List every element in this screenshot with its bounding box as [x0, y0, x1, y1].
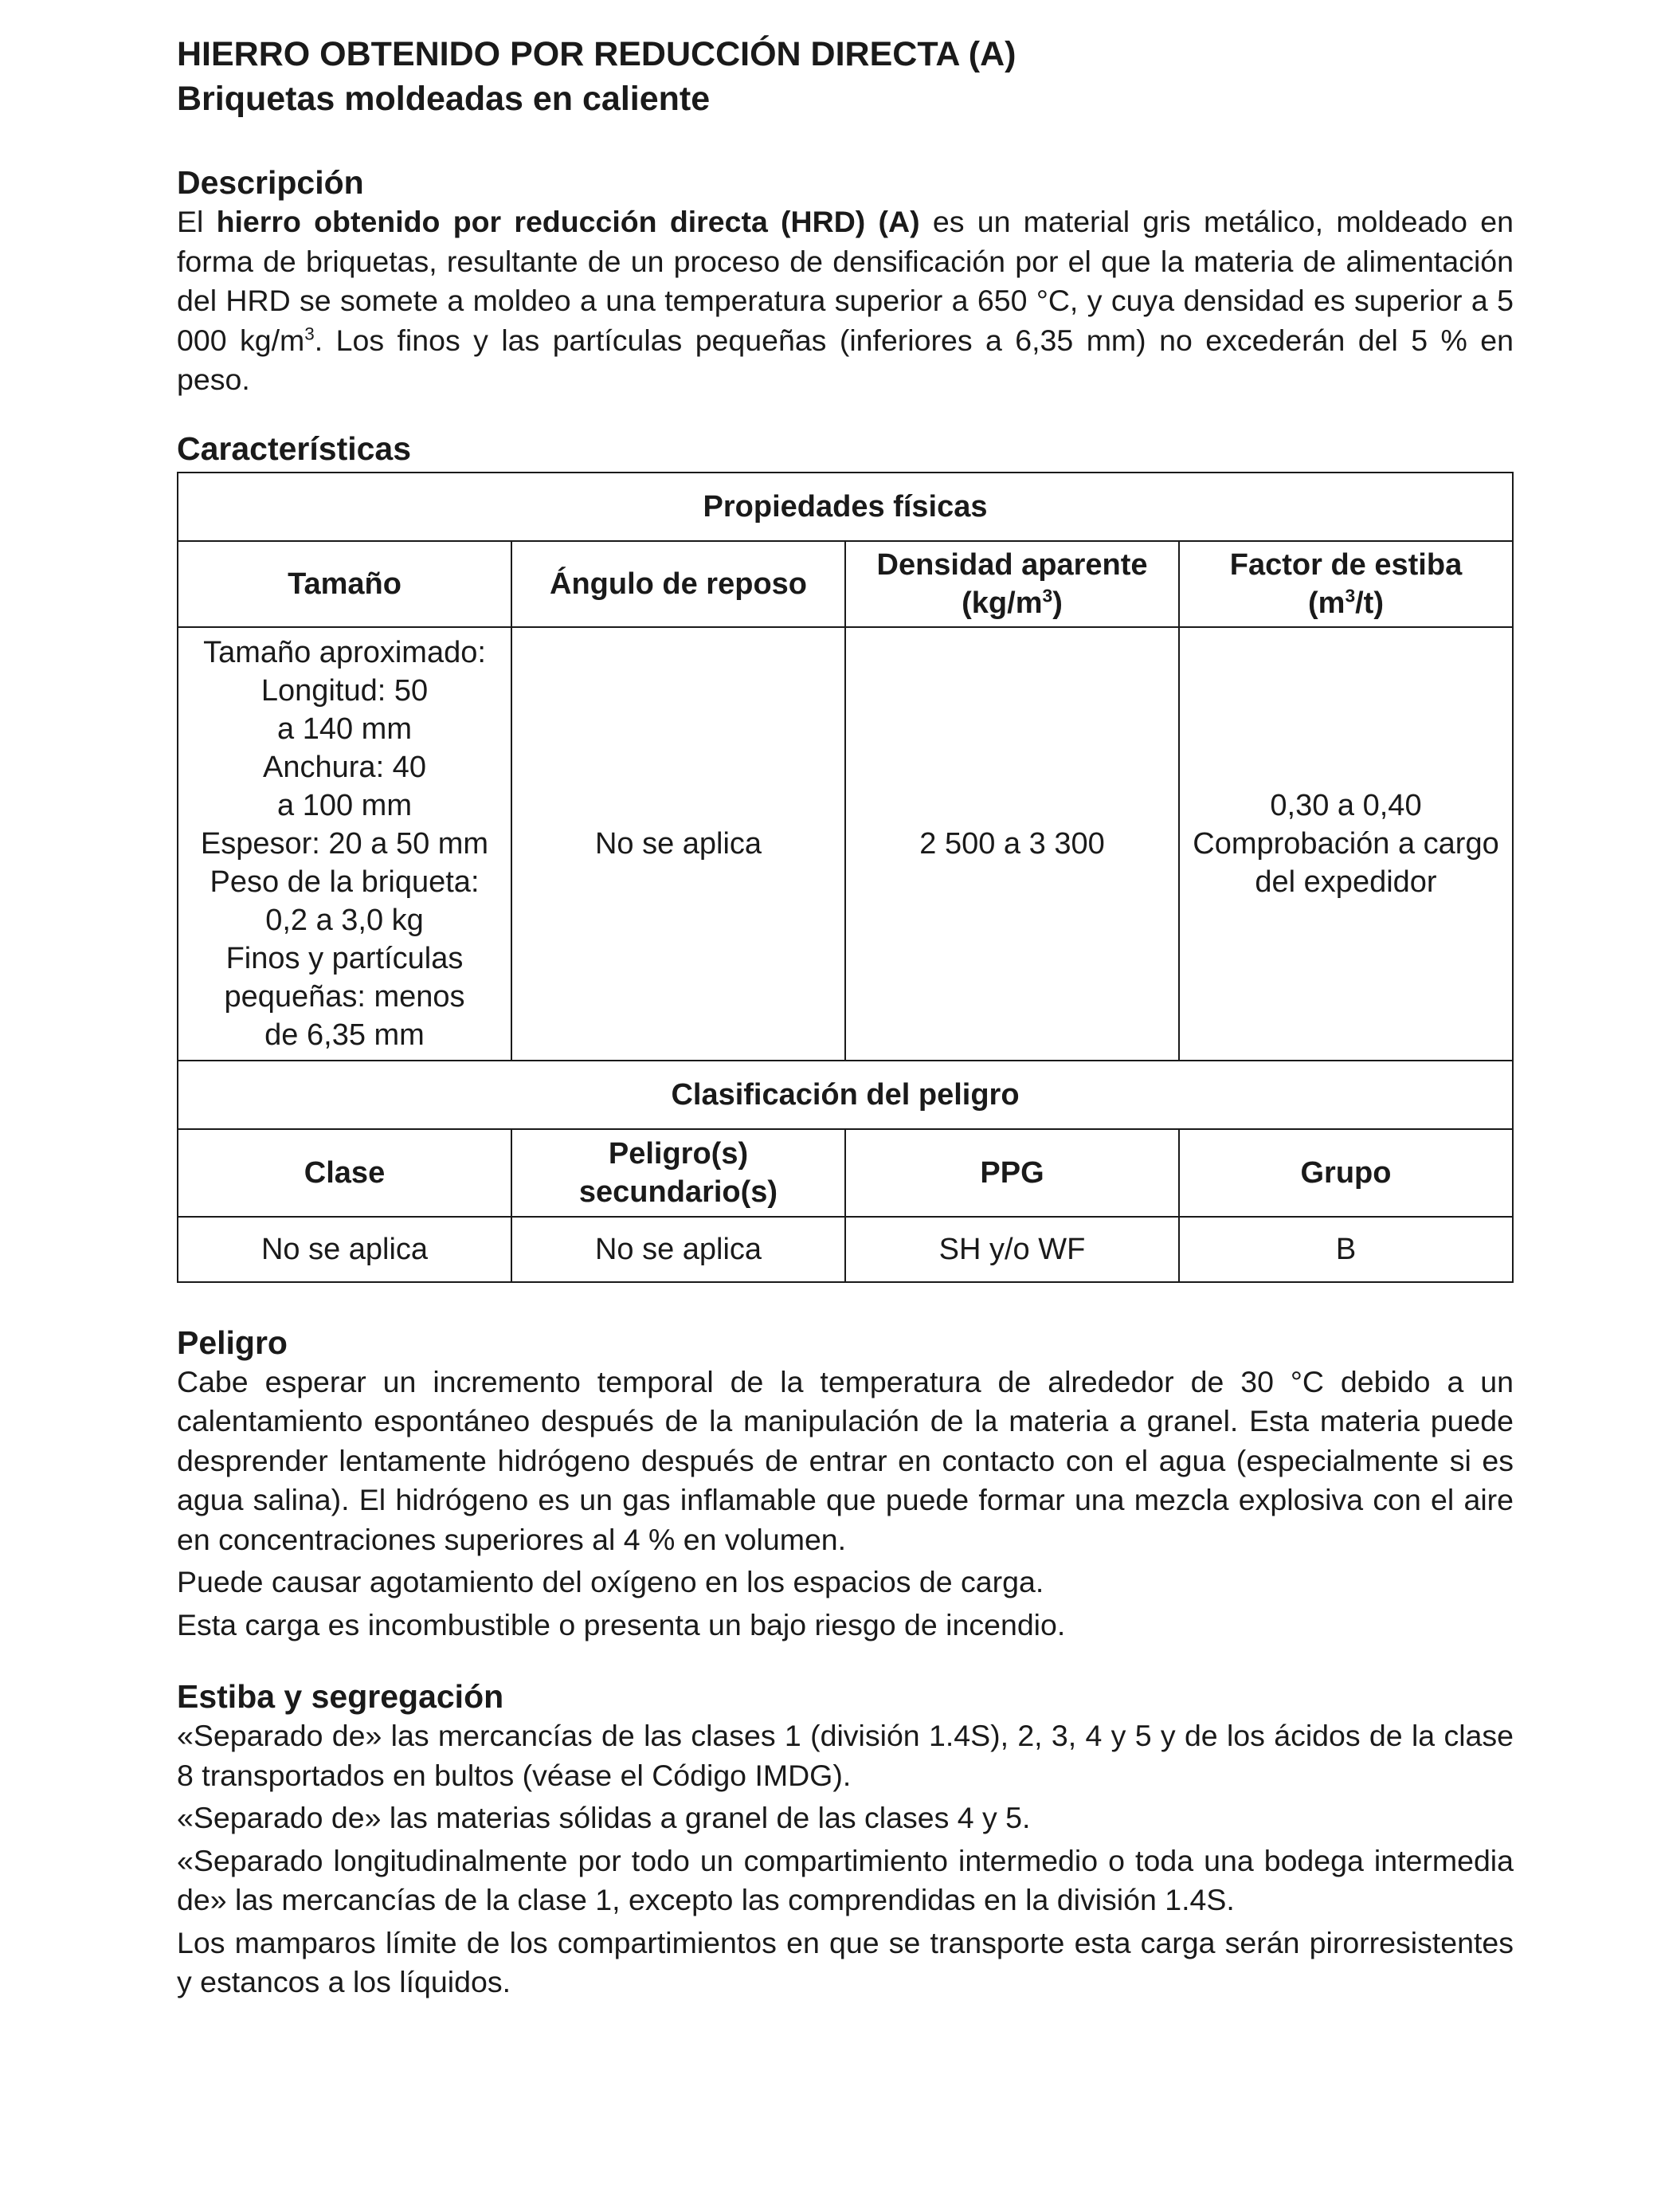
peligro-paragraph: Cabe esperar un incremento temporal de la temperatura de alrededor de 30 °C debido a un calentamiento espontáneo después de la manipulación de la materia a granel. Esta materia puede desprender lentamente hidrógeno después de entrar en contacto con el agua (especialmente si es agua salina). El hidrógeno es un gas inflamable que puede formar una mezcla explosiva con el aire en concentraciones superiores al 4 % en volumen.: [177, 1364, 1514, 1556]
size-line: Longitud: 50: [260, 673, 429, 708]
header-stowage: [1179, 541, 1513, 627]
size-line: Finos y partículas: [225, 941, 464, 975]
header-grupo: Grupo: [1179, 1129, 1513, 1217]
stowage-line: del expedidor: [1255, 865, 1437, 899]
size-line: a 100 mm: [277, 788, 412, 822]
section-heading-estiba: Estiba y segregación: [177, 1678, 504, 1715]
density-cell: 2 500 a 3 300: [845, 627, 1179, 1061]
header-stowage-line1: Factor de estiba: [1229, 547, 1463, 582]
size-line: Anchura: 40: [263, 750, 426, 784]
estiba-paragraph: «Separado de» las mercancías de las clases 1 (división 1.4S), 2, 3, 4 y 5 y de los ácidos de la clase 8 transportados en bultos (véase el Código IMDG).: [177, 1719, 1514, 1792]
header-secondary-line1: Peligro(s): [608, 1136, 749, 1171]
stowage-line: Comprobación a cargo: [1193, 826, 1499, 861]
peligro-paragraph: Esta carga es incombustible o presenta un bajo riesgo de incendio.: [177, 1607, 1066, 1641]
secondary-cell: No se aplica: [511, 1217, 845, 1282]
descripcion-text-b: . Los finos y las partículas pequeñas (inferiores a 6,35 mm) no excederán del 5 % en peso.: [177, 323, 1514, 396]
size-line: a 140 mm: [277, 712, 412, 746]
estiba-paragraph: «Separado de» las materias sólidas a granel de las clases 4 y 5.: [177, 1801, 1031, 1834]
document-title: HIERRO OBTENIDO POR REDUCCIÓN DIRECTA (A): [177, 35, 1016, 73]
physical-properties-title: Propiedades físicas: [178, 473, 1513, 541]
descripcion-lead: El: [177, 205, 217, 238]
descripcion-text-a: es un material gris metálico, moldeado en forma de briquetas, resultante de un proceso de densificación por el que la materia de alimentación del HRD se somete a moldeo a una temperatura superior a 650 °C, y cuya densidad es superior a 5 000 kg/m: [177, 205, 1514, 357]
grupo-cell: B: [1179, 1217, 1513, 1282]
clase-cell: No se aplica: [178, 1217, 511, 1282]
estiba-paragraph: «Separado longitudinalmente por todo un compartimiento intermedio o toda una bodega intermedia de» las mercancías de la clase 1, excepto las comprendidas en la división 1.4S.: [177, 1843, 1514, 1916]
document-subtitle: Briquetas moldeadas en caliente: [177, 80, 711, 118]
estiba-paragraph: Los mamparos límite de los compartimientos en que se transporte esta carga serán pirorresistentes y estancos a los líquidos.: [177, 1925, 1514, 1998]
size-line: de 6,35 mm: [264, 1018, 425, 1052]
header-density-unit: (kg/m: [962, 586, 1043, 620]
size-line: pequeñas: menos: [224, 979, 465, 1014]
size-line: Peso de la briqueta:: [210, 865, 480, 899]
header-clase: Clase: [178, 1129, 511, 1217]
header-angle: Ángulo de reposo: [511, 541, 845, 627]
header-stowage-close: /t): [1355, 586, 1384, 620]
header-ppg: PPG: [845, 1129, 1179, 1217]
section-heading-caracteristicas: Características: [177, 429, 412, 467]
ppg-cell: SH y/o WF: [845, 1217, 1179, 1282]
stowage-line: 0,30 a 0,40: [1270, 788, 1422, 822]
header-density-line1: Densidad aparente: [876, 547, 1148, 582]
descripcion-bold-term: hierro obtenido por reducción directa (HRD) (A): [216, 205, 920, 238]
properties-table: [177, 472, 1514, 1283]
header-density-sup: 3: [1042, 584, 1053, 606]
descripcion-superscript: 3: [304, 324, 315, 343]
stowage-cell: [1179, 627, 1513, 1061]
document-page: [177, 32, 1514, 2002]
header-density: [845, 541, 1179, 627]
descripcion-paragraph: [177, 202, 1514, 400]
size-cell: [178, 627, 511, 1061]
size-line: Tamaño aproximado:: [203, 635, 486, 669]
header-stowage-sup: 3: [1345, 584, 1356, 606]
hazard-classification-title: Clasificación del peligro: [178, 1061, 1513, 1129]
size-line: Espesor: 20 a 50 mm: [200, 826, 489, 861]
angle-cell: No se aplica: [511, 627, 845, 1061]
header-size: Tamaño: [178, 541, 511, 627]
header-secondary-line2: secundario(s): [578, 1175, 778, 1209]
section-heading-descripcion: Descripción: [177, 164, 364, 201]
header-secondary: [511, 1129, 845, 1217]
header-density-close: ): [1052, 586, 1063, 620]
peligro-paragraph: Puede causar agotamiento del oxígeno en los espacios de carga.: [177, 1565, 1044, 1598]
section-heading-peligro: Peligro: [177, 1324, 288, 1361]
header-stowage-unit: (m: [1307, 586, 1346, 620]
size-line: 0,2 a 3,0 kg: [265, 903, 424, 937]
